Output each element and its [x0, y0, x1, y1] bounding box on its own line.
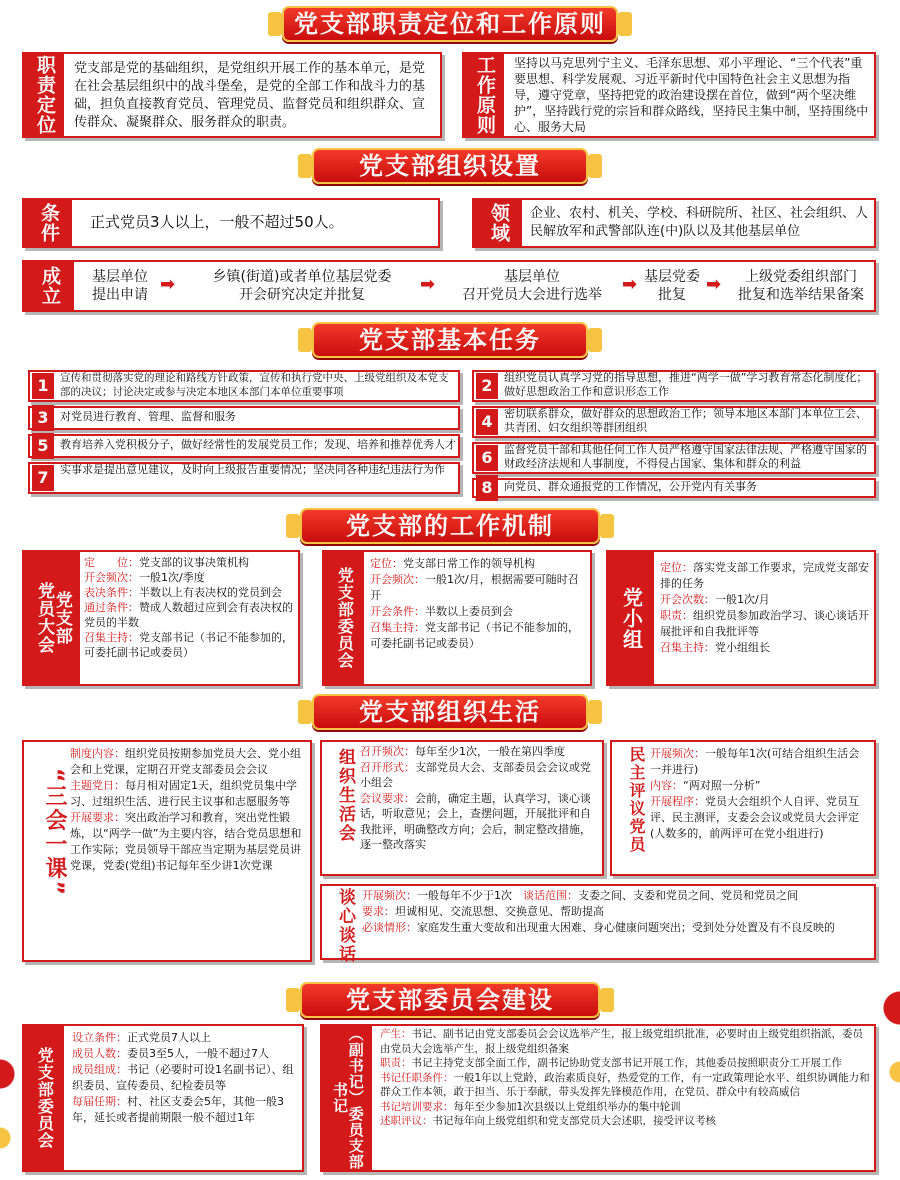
committee-build-tag: 党支部委员会 [24, 1026, 64, 1170]
arrow-icon: ➡ [622, 274, 638, 295]
section-title-committee-build: 党支部委员会建设 [300, 982, 600, 1018]
label: 开展频次： [650, 747, 705, 760]
value: 正式党员7人以上 [127, 1031, 211, 1044]
task-text: 监督党员干部和其他任何工作人员严格遵守国家法律法规、严格遵守国家的财政经济法规和人事制度，不得侵占国家、集体和群众的利益 [504, 443, 867, 470]
value: 一般1次/月 [715, 593, 770, 606]
label: 必谈情形： [362, 921, 417, 934]
org-life-meeting-tag: 组织生活会 [335, 748, 355, 843]
duties-tag: 职责定位 [24, 54, 64, 136]
secretary-tag: （副书记）委员支部书记 [322, 1026, 372, 1170]
value: 每年至少参加1次县级以上党组织举办的集中轮训 [453, 1100, 681, 1113]
label: 书记任职条件： [380, 1071, 454, 1084]
value: 党小组组长 [715, 641, 770, 654]
value: 每年至少1次，一般在第四季度 [415, 745, 565, 758]
label: 设立条件： [72, 1031, 127, 1044]
label: 书记培训要求： [380, 1100, 454, 1113]
label: 召集主持： [660, 641, 715, 654]
label: 开会频次： [370, 573, 425, 586]
label: 定 位： [84, 556, 139, 569]
heart-talk-details [362, 888, 870, 936]
arrow-icon: ➡ [706, 274, 722, 295]
label: 开会频次： [84, 571, 139, 584]
value: 每月相对固定1天，组织党员集中学习、过组织生活、进行民主议事和志愿服务等 [70, 779, 297, 808]
value: 组织党员按期参加党员大会、党小组会和上党课，定期召开党支部委员会会议 [70, 747, 301, 776]
value: 赞成人数超过应到会有表决权的党员的半数 [84, 601, 293, 629]
section-title-org-life: 党支部组织生活 [312, 694, 588, 730]
section-title-tasks: 党支部基本任务 [312, 322, 588, 358]
task-number: 5 [32, 433, 54, 459]
value: 家庭发生重大变故和出现重大困难、身心健康问题突出；受到处分处置及有不良反映的 [417, 921, 835, 934]
committee-details [370, 556, 586, 652]
party-meeting-details [84, 555, 296, 660]
principles-tag: 工作原则 [464, 54, 504, 136]
value: “两对照一分析” [683, 779, 761, 792]
value: 一般每年不少于1次 [417, 889, 523, 902]
value: 支委之间、支委和党员之间、党员和党员之间 [578, 889, 798, 902]
decorative-cloud-icon [876, 960, 900, 1120]
value: 委员3至5人，一般不超过7人 [127, 1047, 269, 1060]
arrow-icon: ➡ [420, 274, 436, 295]
label: 产生： [380, 1028, 412, 1040]
label: 开会次数： [660, 593, 715, 606]
decorative-cloud-icon [0, 1010, 24, 1170]
task-text: 实事求是提出意见建议，及时向上级报告重要情况；坚决同各种违纪违法行为作 [60, 463, 445, 476]
value: 一般1次/季度 [139, 571, 205, 584]
section-title-mechanism: 党支部的工作机制 [300, 508, 600, 544]
value: 书记每年向上级党组织和党支部党员大会述职，接受评议考核 [432, 1115, 716, 1127]
value: 半数以上委员到会 [425, 605, 513, 618]
label: 召开频次： [360, 745, 415, 758]
label: 成员人数： [72, 1047, 127, 1060]
task-number: 7 [32, 465, 54, 491]
task-text: 对党员进行教育、管理、监督和服务 [60, 410, 236, 423]
value: 书记、副书记由党支部委员会会议选举产生，报上级党组织批准，必要时由上级党组织指派，委员由党员大会选举产生，报上级党组织备案 [380, 1028, 863, 1055]
task-number: 2 [476, 373, 498, 399]
task-text: 向党员、群众通报党的工作情况，公开党内有关事务 [504, 480, 757, 493]
label: 开展要求： [70, 811, 125, 824]
label: 开展程序： [650, 795, 705, 808]
label: 召开形式： [360, 760, 415, 774]
setup-step-4: 基层党委 批复 [644, 269, 700, 303]
label: 定位： [660, 561, 693, 574]
value: 党支部日常工作的领导机构 [403, 557, 535, 570]
label: 内容： [650, 779, 683, 792]
party-group-tag: 党小组 [608, 552, 654, 684]
party-meeting-tag-2: 党员大会 [34, 582, 54, 654]
label: 要求： [362, 905, 395, 918]
label: 职责： [660, 609, 693, 622]
value: 党员大会组织个人自评、党员互评、民主测评，支委会会议或党员大会评定(人数多的，前两评可在党小组进行) [650, 795, 859, 840]
task-number: 6 [476, 445, 498, 471]
party-meeting-tag-1: 党支部 [51, 591, 72, 645]
label: 召集主持： [84, 631, 139, 644]
committee-build-details [72, 1030, 298, 1126]
value: 一般每年1次(可结合组织生活会一并进行) [650, 747, 860, 776]
field-tag: 领域 [474, 200, 522, 246]
setup-step-5: 上级党委组织部门 批复和选举结果备案 [738, 269, 864, 303]
duties-text: 党支部是党的基础组织，是党组织开展工作的基本单元，是党在社会基层组织中的战斗堡垒，是党的全部工作和战斗力的基础，担负直接教育党员、管理党员、监督党员和组织群众、宣传群众、凝聚群众、服务群众的职责。 [74, 61, 426, 130]
secretary-details [380, 1027, 870, 1129]
committee-tag: 党支部委员会 [324, 552, 364, 684]
value: 书记主持党支部全面工作，副书记协助党支部书记开展工作，其他委员按照职责分工开展工作 [411, 1057, 842, 1069]
label: 召集主持： [370, 621, 425, 634]
principles-text: 坚持以马克思列宁主义、毛泽东思想、邓小平理论、“三个代表”重要思想、科学发展观、习近平新时代中国特色社会主义思想为指导，遵守党章，坚持把党的政治建设摆在首位，做到“两个坚决维护”，坚持践行党的宗旨和群众路线，坚持民主集中制，坚持围绕中心、服务大局 [514, 56, 869, 134]
label: 成员组成： [72, 1063, 127, 1076]
label: 述职评议： [380, 1115, 433, 1127]
label: 制度内容： [70, 747, 125, 760]
org-life-meeting-details [360, 744, 598, 853]
condition-text: 正式党员3人以上，一般不超过50人。 [90, 213, 344, 231]
task-text: 组织党员认真学习党的指导思想，推进“两学一做”学习教育常态化制度化；做好思想政治工作和意识形态工作 [504, 371, 868, 398]
condition-tag: 条件 [24, 200, 72, 246]
value: 一般1年以上党龄，政治素质良好，热爱党的工作，有一定政策理论水平、组织协调能力和群众工作本领，敢于担当、乐于奉献，带头发挥先锋模范作用，在党员、群众中有较高威信 [380, 1071, 870, 1098]
label: 谈话范围： [523, 889, 578, 902]
setup-tag: 成立 [24, 262, 74, 310]
value: 村、社区支委会5年，其他一般3年，延长或者提前期限一般不超过1年 [72, 1095, 284, 1124]
task-number: 8 [476, 475, 498, 501]
setup-step-3: 基层单位 召开党员大会进行选举 [462, 269, 602, 303]
party-group-details [660, 560, 870, 656]
label: 表决条件： [84, 586, 139, 599]
task-text: 教育培养入党积极分子，做好经常性的发展党员工作；发现、培养和推荐优秀人才 [60, 438, 456, 451]
value: 半数以上有表决权的党员到会 [139, 586, 282, 599]
value: 组织党员参加政治学习、谈心谈话开展批评和自我批评等 [660, 609, 869, 638]
task-number: 3 [32, 405, 54, 431]
section-title-setup: 党支部组织设置 [312, 148, 588, 184]
value: 党支部书记（书记不能参加的，可委托副书记或委员） [84, 631, 293, 659]
task-text: 密切联系群众，做好群众的思想政治工作；领导本地区本部门本单位工会、共青团、妇女组织等群团组织 [504, 407, 867, 434]
value: 突出政治学习和教育，突出党性锻炼，以“两学一做”为主要内容，结合党员思想和工作实际；党员领导干部应当定期为基层党员讲党课，党委(党组)书记每年至少讲1次党课 [70, 811, 302, 872]
task-number: 4 [476, 409, 498, 435]
setup-step-2: 乡镇(街道)或者单位基层党委 开会研究决定并批复 [212, 269, 392, 303]
section-title-duties: 党支部职责定位和工作原则 [282, 6, 618, 42]
value: 会前，确定主题，认真学习，谈心谈话，听取意见；会上，查摆问题，开展批评和自我批评，明确整改方向；会后，制定整改措施，逐一整改落实 [360, 791, 591, 851]
label: 每届任期： [72, 1095, 127, 1108]
value: 落实党支部工作要求，完成党支部安排的任务 [660, 561, 869, 590]
label: 主题党日： [70, 779, 125, 792]
task-text: 宣传和贯彻落实党的理论和路线方针政策，宣传和执行党中央、上级党组织及本党支部的决议；讨论决定或参与决定本地区本部门本单位重要事项 [60, 372, 449, 398]
label: 定位： [370, 557, 403, 570]
value: 党支部的议事决策机构 [139, 556, 249, 569]
label: 开展频次： [362, 889, 417, 902]
value: 坦诚相见、交流思想、交换意见、帮助提高 [395, 905, 604, 918]
arrow-icon: ➡ [160, 274, 176, 295]
sanhui-details [70, 746, 306, 874]
democratic-review-details [650, 746, 870, 842]
democratic-review-tag: 民主评议党员 [627, 746, 646, 854]
setup-step-1: 基层单位 提出申请 [92, 269, 148, 303]
task-number: 1 [32, 373, 54, 399]
label: 通过条件： [84, 601, 139, 614]
label: 会议要求： [360, 791, 415, 805]
field-text: 企业、农村、机关、学校、科研院所、社区、社会组织、人民解放军和武警部队连(中)队以及其他基层单位 [530, 206, 869, 239]
value: 党支部书记（书记不能参加的，可委托副书记或委员） [370, 621, 579, 650]
party-meeting-tag [24, 552, 80, 684]
sanhui-tag: “三会一课” [42, 768, 67, 897]
value: 书记（必要时可设1名副书记）、组织委员、宣传委员、纪检委员等 [72, 1063, 294, 1092]
value: 支部党员大会、支部委员会会议或党小组会 [360, 760, 591, 789]
value: 一般1次/月，根据需要可随时召开 [370, 573, 579, 602]
label: 开会条件： [370, 605, 425, 618]
label: 职责： [380, 1057, 412, 1069]
heart-talk-tag: 谈心谈话 [335, 888, 355, 964]
